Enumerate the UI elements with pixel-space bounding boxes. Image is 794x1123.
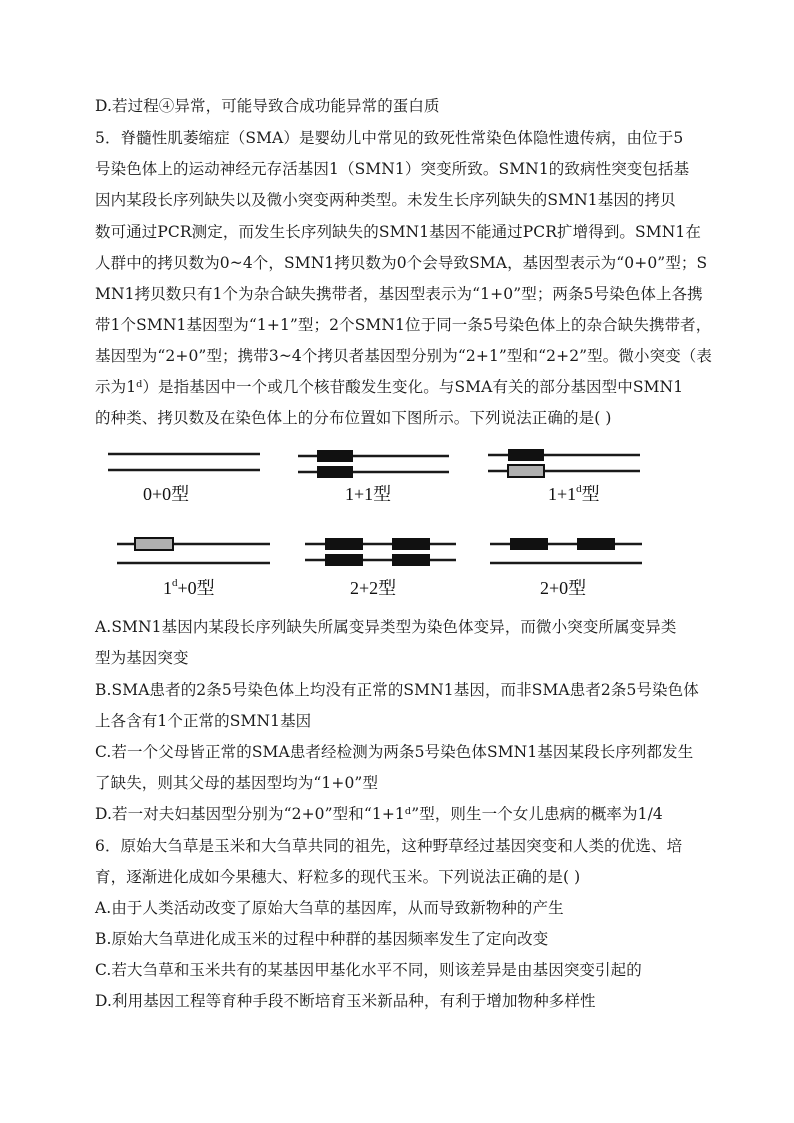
normal-gene xyxy=(317,466,353,478)
line-2: 5．脊髓性肌萎缩症（SMA）是婴幼儿中常见的致死性常染色体隐性遗传病，由位于5 xyxy=(95,129,684,147)
line-7: MN1拷贝数只有1个为杂合缺失携带者，基因型表示为“1+0”型；两条5号染色体上各携 xyxy=(95,285,703,303)
line-6: 人群中的拷贝数为0~4个，SMN1拷贝数为0个会导致SMA，基因型表示为“0+0”型；S xyxy=(95,254,708,272)
line-20: 育，逐渐进化成如今果穗大、籽粒多的现代玉米。下列说法正确的是( ) xyxy=(95,868,581,886)
line-14: B.SMA患者的2条5号染色体上均没有正常的SMN1基因，而非SMA患者2条5号染色体 xyxy=(95,681,699,699)
line-23: C.若大刍草和玉米共有的某基因甲基化水平不同，则该差异是由基因突变引起的 xyxy=(95,961,642,979)
normal-gene xyxy=(392,554,430,566)
line-12: A.SMN1基因内某段长序列缺失所属变异类型为染色体变异，而微小突变所属变异类 xyxy=(95,618,677,636)
genotype-label: $1^d+0$型 xyxy=(163,577,215,598)
genotype-label: 2+0型 xyxy=(540,578,587,598)
line-17: 了缺失，则其父母的基因型均为“1+0”型 xyxy=(95,774,379,792)
line-11: 的种类、拷贝数及在染色体上的分布位置如下图所示。下列说法正确的是( ) xyxy=(95,409,612,427)
line-3: 号染色体上的运动神经元存活基因1（SMN1）突变所致。SMN1的致病性突变包括基 xyxy=(95,160,690,178)
normal-gene xyxy=(510,538,548,550)
line-15: 上各含有1个正常的SMN1基因 xyxy=(95,712,312,730)
line-8: 带1个SMN1基因型为“1+1”型；2个SMN1位于同一条5号染色体上的杂合缺失携带者， xyxy=(95,316,712,334)
genotype-1-1d xyxy=(488,449,640,504)
line-21: A.由于人类活动改变了原始大刍草的基因库，从而导致新物种的产生 xyxy=(95,899,564,917)
line-5: 数可通过PCR测定，而发生长序列缺失的SMN1基因不能通过PCR扩增得到。SMN1在 xyxy=(95,223,701,241)
genotype-2-0 xyxy=(490,538,642,598)
line-22: B.原始大刍草进化成玉米的过程中种群的基因频率发生了定向改变 xyxy=(95,930,549,948)
line-18: D.若一对夫妇基因型分别为“2+0”型和“1+1ᵈ”型，则生一个女儿患病的概率为1/4 xyxy=(95,805,663,823)
genotype-2-2 xyxy=(305,538,456,598)
genotype-label: 2+2型 xyxy=(350,578,397,598)
normal-gene xyxy=(325,554,363,566)
genotype-1-1 xyxy=(298,450,449,504)
genotype-label: $1+1^d$型 xyxy=(548,483,600,504)
mutant-gene xyxy=(508,465,544,477)
normal-gene xyxy=(392,538,430,550)
line-16: C.若一个父母皆正常的SMA患者经检测为两条5号染色体SMN1基因某段长序列都发生 xyxy=(95,743,694,761)
genotype-0-0 xyxy=(108,454,260,504)
genotype-1d-0 xyxy=(117,538,270,598)
line-13: 型为基因突变 xyxy=(95,649,189,667)
line-10: 示为1ᵈ）是指基因中一个或几个核苷酸发生变化。与SMA有关的部分基因型中SMN1 xyxy=(95,378,684,396)
normal-gene xyxy=(325,538,363,550)
line-24: D.利用基因工程等育种手段不断培育玉米新品种，有利于增加物种多样性 xyxy=(95,992,596,1010)
normal-gene xyxy=(317,450,353,462)
line-4: 因内某段长序列缺失以及微小突变两种类型。未发生长序列缺失的SMN1基因的拷贝 xyxy=(95,191,676,209)
normal-gene xyxy=(508,449,544,461)
line-1: D.若过程④异常，可能导致合成功能异常的蛋白质 xyxy=(95,97,440,115)
genotype-label: 0+0型 xyxy=(143,484,190,504)
genotype-label: 1+1型 xyxy=(345,484,392,504)
line-9: 基因型为“2+0”型；携带3~4个拷贝者基因型分别为“2+1”型和“2+2”型。微小突变（表 xyxy=(95,347,712,365)
line-19: 6．原始大刍草是玉米和大刍草共同的祖先，这种野草经过基因突变和人类的优选、培 xyxy=(95,837,683,855)
normal-gene xyxy=(577,538,615,550)
mutant-gene xyxy=(135,538,173,550)
